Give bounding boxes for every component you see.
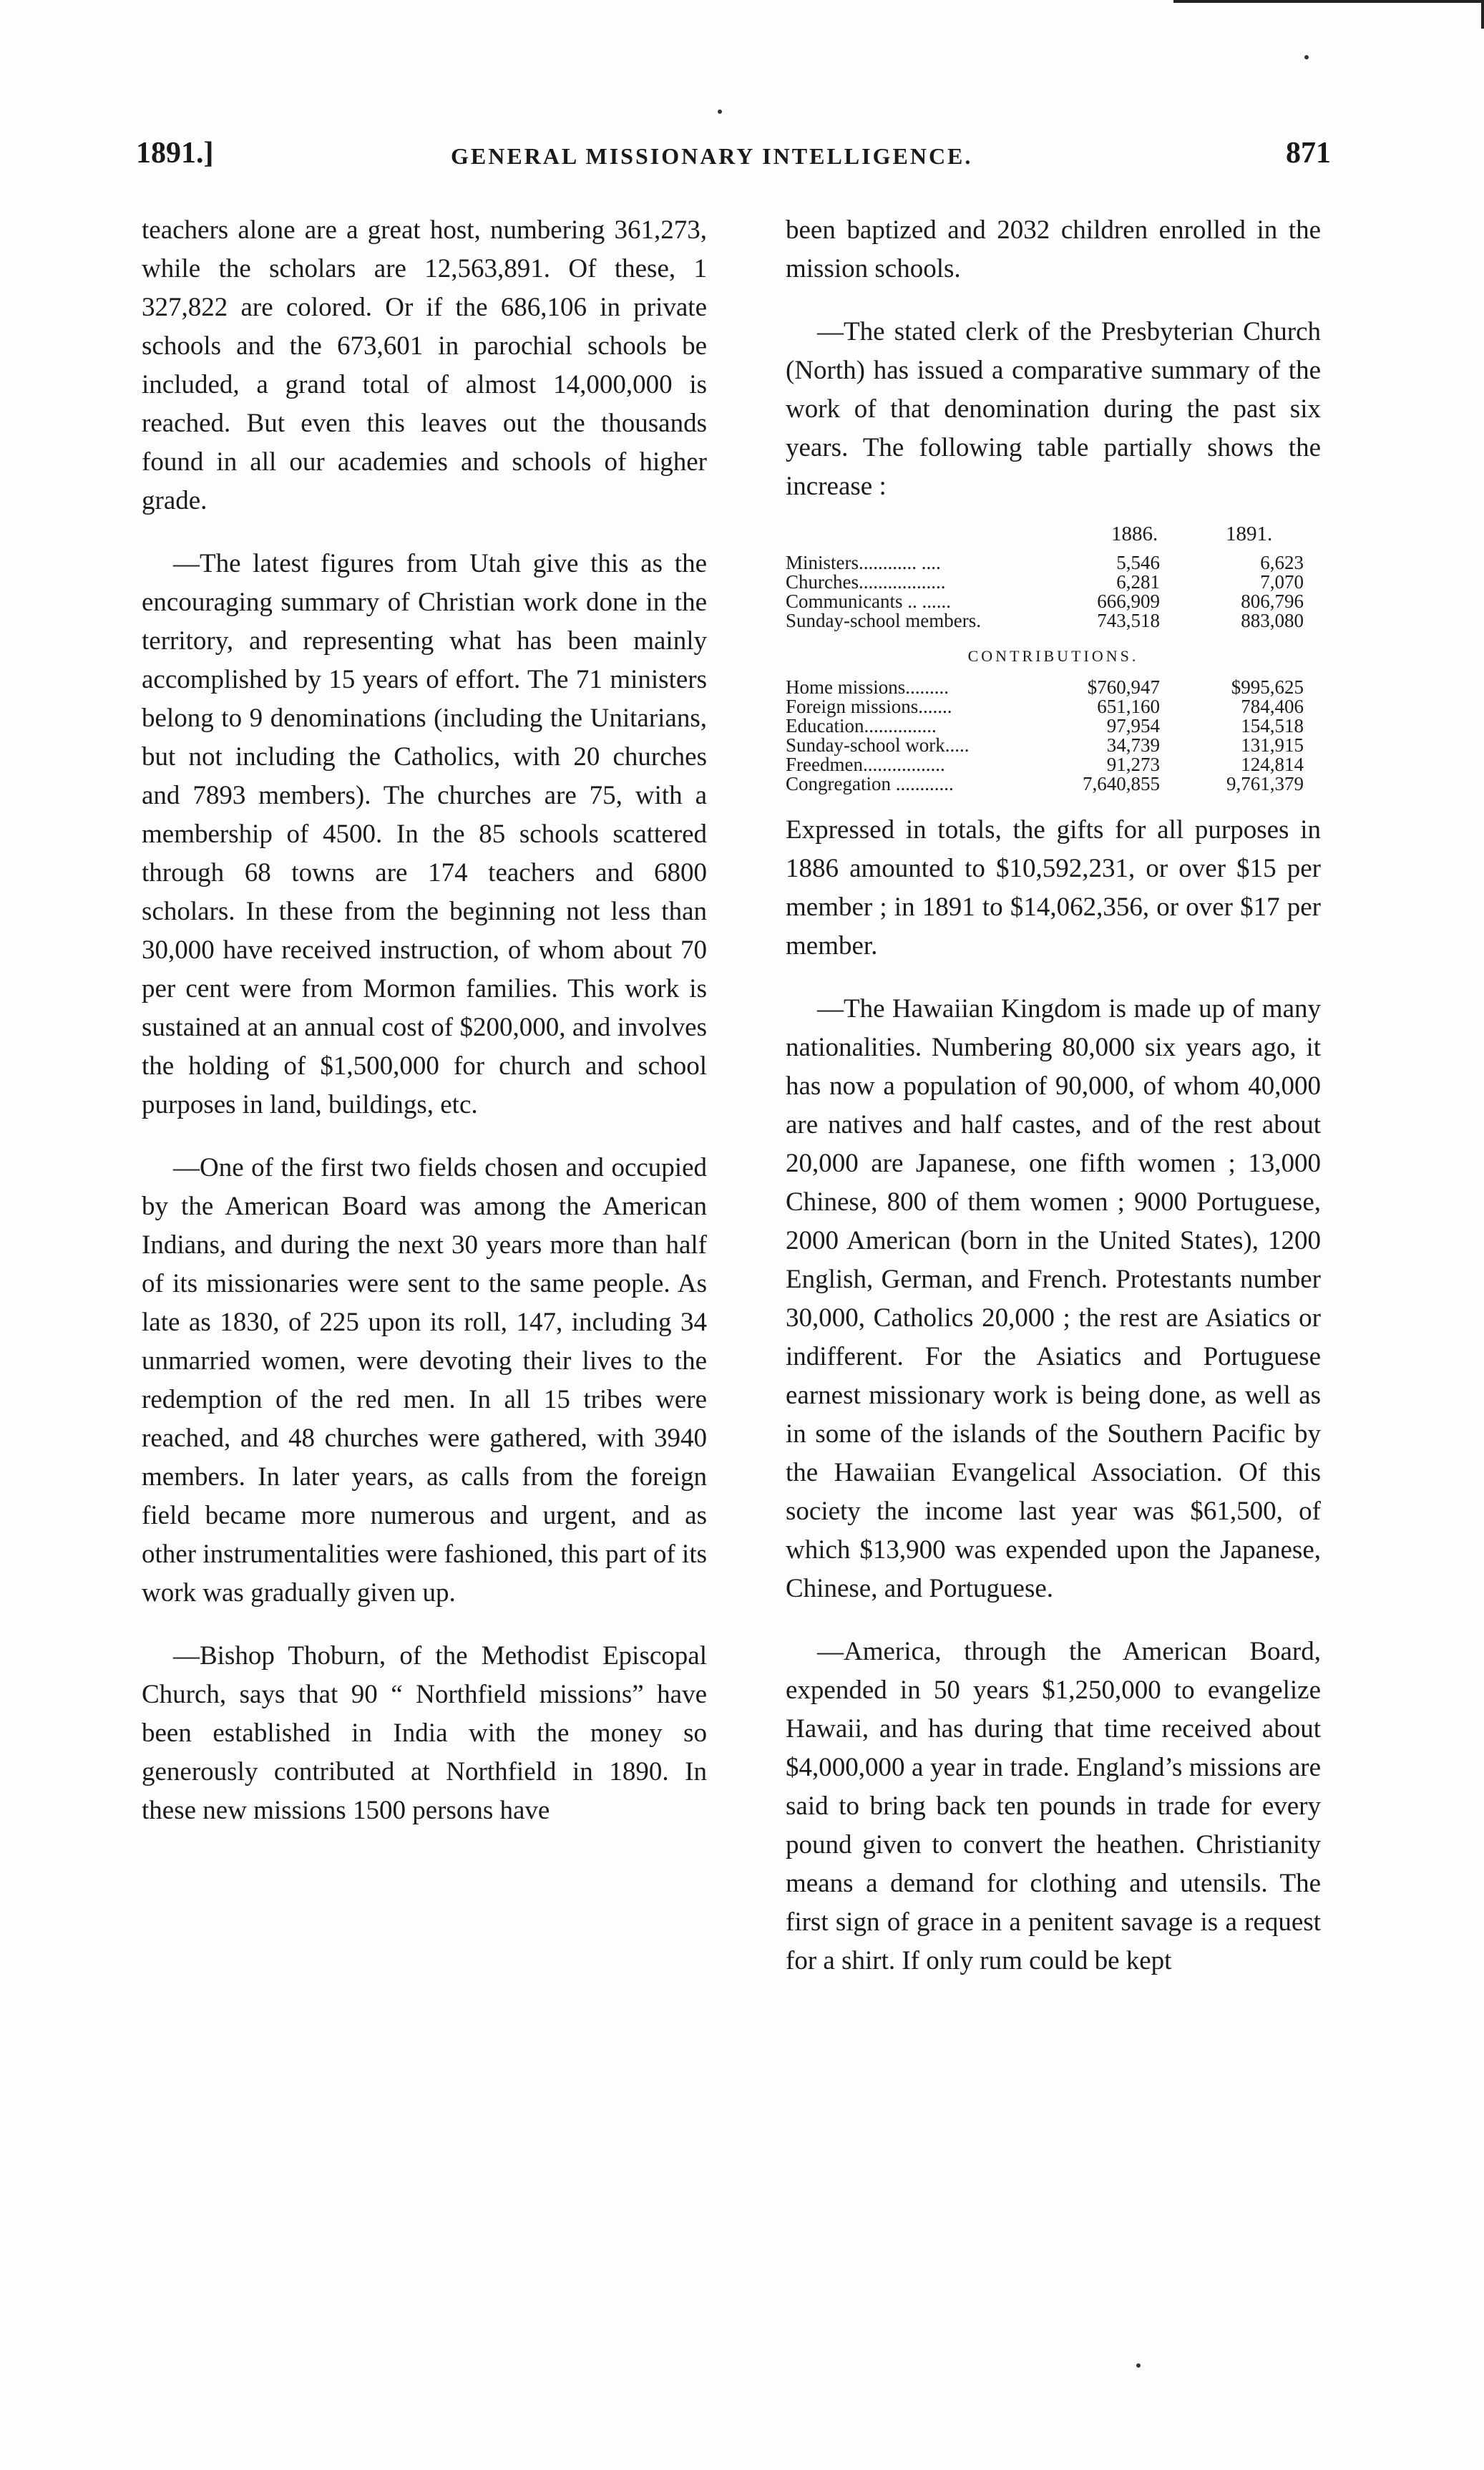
table-row [786, 573, 1321, 592]
right-column [786, 211, 1321, 1980]
top-edge-rule [1173, 0, 1484, 3]
table-row-label: Foreign missions....... [786, 696, 952, 717]
table-value-1886: 651,160 [1097, 696, 1160, 717]
header-title: GENERAL MISSIONARY INTELLIGENCE. [451, 143, 973, 169]
left-paragraph-1: teachers alone are a great host, numbering 361,273, while the scholars are 12,563,891. Of these, 1 327,822 are colored. Or if the 686,106 in private schools and the 673,601 in parochial schools be included, a grand total of almost 14,000,000 is reached. But even this leaves out the thousands found in all our academies and schools of higher grade. [142, 215, 707, 515]
table-value-1886: $760,947 [1087, 676, 1160, 698]
running-head [136, 136, 1331, 179]
table-body-membership [786, 553, 1321, 631]
table-value-1891: 784,406 [1241, 696, 1304, 717]
ink-speck [1304, 55, 1309, 59]
table-row-label: Sunday-school work..... [786, 734, 970, 756]
right-paragraph-5: —America, through the American Board, expended in 50 years $1,250,000 to evangelize Hawaii, and has during that time received about $4,000,000 a year in trade. England’s missions are said to bring back ten pounds in trade for every pound given to convert the heathen. Christianity means a demand for clothing and utensils. The first sign of grace in a penitent savage is a request for a shirt. If only rum could be kept [786, 1637, 1321, 1975]
table-value-1886: 743,518 [1097, 610, 1160, 631]
header-year: 1891.] [136, 137, 214, 170]
table-row-label: Home missions......... [786, 676, 950, 698]
table-body-contributions [786, 678, 1321, 794]
table-row-label: Freedmen................. [786, 754, 945, 775]
left-paragraph-3: —One of the first two fields chosen and occupied by the American Board was among the American Indians, and during the next 30 years more than half of its missionaries were sent to the same people. As late as 1830, of 225 upon its roll, 147, including 34 unmarried women, were devoting their lives to the redemption of the red men. In all 15 tribes were reached, and 48 churches were gathered, with 3940 members. In later years, as calls from the foreign field became more numerous and urgent, and as other instrumentalities were fashioned, this part of its work was gradually given up. [142, 1153, 707, 1608]
table-row [786, 736, 1321, 755]
table-value-1886: 6,281 [1116, 571, 1160, 593]
table-row-label: Communicants .. ...... [786, 590, 951, 612]
right-paragraph-3: Expressed in totals, the gifts for all purposes in 1886 amounted to $10,592,231, or over $15 per member ; in 1891 to $14,062,356, or over $17 per member. [786, 815, 1321, 961]
table-value-1891: 6,623 [1260, 552, 1304, 573]
table-value-1891: 124,814 [1241, 754, 1304, 775]
table-col-1891: 1891. [1226, 522, 1273, 545]
table-value-1886: 97,954 [1106, 715, 1160, 736]
table-row [786, 697, 1321, 716]
right-paragraph-4: —The Hawaiian Kingdom is made up of many nationalities. Numbering 80,000 six years ago, it has now a population of 90,000, of whom 40,000 are natives and half castes, and of the rest about 20,000 are Japanese, one fifth women ; 13,000 Chinese, 800 of them women ; 9000 Portuguese, 2000 American (born in the United States), 1200 English, German, and French. Protestants number 30,000, Catholics 20,000 ; the rest are Asiatics or indifferent. For the Asiatics and Portuguese earnest missionary work is being done, as well as in some of the islands of the Southern Pacific by the Hawaiian Evangelical Association. Of this society the income last year was $61,500, of which $13,900 was expended upon the Japanese, Chinese, and Portuguese. [786, 994, 1321, 1603]
statistics-table [786, 522, 1321, 794]
table-row-label: Ministers............ .... [786, 552, 941, 573]
page-number: 871 [1286, 137, 1331, 170]
ink-speck [718, 110, 722, 114]
table-value-1886: 5,546 [1116, 552, 1160, 573]
table-row-label: Churches.................. [786, 571, 946, 593]
table-value-1886: 666,909 [1097, 590, 1160, 612]
ink-speck [1136, 2363, 1141, 2368]
table-col-1886: 1886. [1111, 522, 1158, 545]
table-row-label: Sunday-school members. [786, 610, 981, 631]
table-header [786, 522, 1321, 553]
left-paragraph-4: —Bishop Thoburn, of the Methodist Episcopal Church, says that 90 “ Northfield missions” have been established in India with the money so generously contributed at Northfield in 1890. In these new missions 1500 persons have [142, 1641, 707, 1825]
table-row-label: Congregation ............ [786, 773, 954, 794]
left-paragraph-2: —The latest figures from Utah give this as the encouraging summary of Christian work done in the territory, and representing what has been mainly accomplished by 15 years of effort. The 71 ministers belong to 9 denominations (including the Unitarians, but not including the Catholics, with 20 churches and 7893 members). The churches are 75, with a membership of 4500. In the 85 schools scattered through 68 towns are 174 teachers and 6800 scholars. In these from the beginning not less than 30,000 have received instruction, of whom about 70 per cent were from Mormon families. This work is sustained at an annual cost of $200,000, and involves the holding of $1,500,000 for church and school purposes in land, buildings, etc. [142, 549, 707, 1119]
table-row [786, 592, 1321, 611]
table-value-1891: $995,625 [1231, 676, 1304, 698]
table-value-1886: 34,739 [1106, 734, 1160, 756]
right-paragraph-2: —The stated clerk of the Presbyterian Church (North) has issued a comparative summary of the work of that denomination during the past six years. The following table partially shows the increase : [786, 317, 1321, 501]
table-row [786, 553, 1321, 573]
table-row-label: Education............... [786, 715, 937, 736]
left-column [142, 211, 707, 1830]
right-edge-rule [1481, 0, 1484, 29]
table-value-1891: 154,518 [1241, 715, 1304, 736]
table-value-1891: 883,080 [1241, 610, 1304, 631]
table-value-1891: 9,761,379 [1226, 773, 1304, 794]
table-row [786, 716, 1321, 736]
table-value-1891: 7,070 [1260, 571, 1304, 593]
table-value-1886: 91,273 [1106, 754, 1160, 775]
table-value-1891: 131,915 [1241, 734, 1304, 756]
right-paragraph-1: been baptized and 2032 children enrolled in the mission schools. [786, 215, 1321, 283]
table-row [786, 611, 1321, 631]
table-row [786, 755, 1321, 774]
table-row [786, 678, 1321, 697]
table-row [786, 774, 1321, 794]
table-section-title: CONTRIBUTIONS. [967, 647, 1139, 665]
table-value-1886: 7,640,855 [1083, 773, 1160, 794]
table-value-1891: 806,796 [1241, 590, 1304, 612]
